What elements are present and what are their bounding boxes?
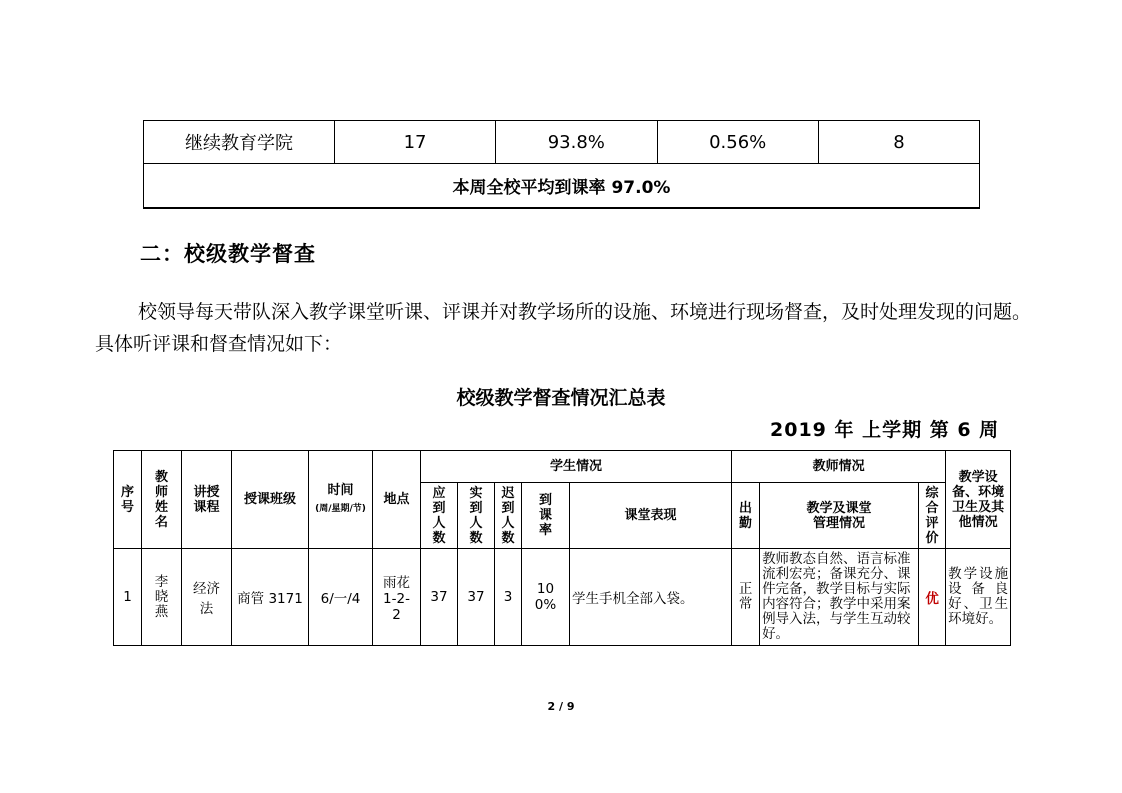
late-rate-cell: 0.56% — [657, 121, 818, 164]
header-evaluation: 综合评价 — [919, 483, 946, 549]
header-course: 讲授课程 — [182, 451, 232, 549]
header-teacher-info: 教师情况 — [732, 451, 946, 483]
header-class: 授课班级 — [232, 451, 309, 549]
table-row — [114, 549, 1011, 646]
college-cell: 继续教育学院 — [144, 121, 335, 164]
header-rate: 到课率 — [522, 483, 570, 549]
row-place: 雨花 1-2-2 — [373, 549, 421, 646]
header-place: 地点 — [373, 451, 421, 549]
rate-cell: 93.8% — [496, 121, 657, 164]
average-row — [144, 164, 980, 209]
row-teacher: 李晓燕 — [142, 549, 182, 646]
row-evaluation: 优 — [919, 549, 946, 646]
intro-paragraph: 校领导每天带队深入教学课堂听课、评课并对教学场所的设施、环境进行现场督查，及时处理发现的问题。具体听评课和督查情况如下： — [95, 301, 1032, 355]
row-time: 6/一/4 — [309, 549, 373, 646]
row-no: 1 — [114, 549, 142, 646]
header-late: 迟到人数 — [495, 483, 522, 549]
header-facilities: 教学设备、环境卫生及其他情况 — [946, 451, 1011, 549]
header-expected: 应到人数 — [421, 483, 458, 549]
section-heading: 二：校级教学督查 — [140, 242, 316, 266]
header-attendance: 出勤 — [732, 483, 760, 549]
header-performance: 课堂表现 — [570, 483, 732, 549]
row-performance: 学生手机全部入袋。 — [570, 549, 732, 646]
header-management: 教学及课堂管理情况 — [760, 483, 919, 549]
header-teacher: 教师姓名 — [142, 451, 182, 549]
average-cell: 本周全校平均到课率 97.0% — [144, 164, 980, 209]
period-label: 2019 年 上学期 第 6 周 — [770, 419, 1000, 441]
attendance-table — [143, 120, 980, 209]
row-late: 3 — [495, 549, 522, 646]
page-number: 2 / 9 — [547, 700, 575, 713]
header-row — [114, 451, 1011, 483]
row-expected: 37 — [421, 549, 458, 646]
header-time: 时间 (周/星期/节) — [309, 451, 373, 549]
header-students: 学生情况 — [421, 451, 732, 483]
summary-title: 校级教学督查情况汇总表 — [456, 387, 666, 409]
header-actual: 实到人数 — [458, 483, 495, 549]
supervision-table — [113, 450, 1011, 646]
count-cell: 17 — [334, 121, 495, 164]
header-no: 序号 — [114, 451, 142, 549]
header-time-sub: (周/星期/节) — [315, 503, 366, 514]
row-facilities: 教学设施设备良好、卫生环境好。 — [946, 549, 1011, 646]
row-actual: 37 — [458, 549, 495, 646]
row-attendance: 正常 — [732, 549, 760, 646]
row-management: 教师教态自然、语言标准流利宏亮；备课充分、课件完备，教学目标与实际内容符合；教学中采用案例导入法，与学生互动较好。 — [760, 549, 919, 646]
row-rate: 100% — [522, 549, 570, 646]
row-course: 经济法 — [182, 549, 232, 646]
row-class: 商管 3171 — [232, 549, 309, 646]
table-row — [144, 121, 980, 164]
absent-cell: 8 — [818, 121, 979, 164]
